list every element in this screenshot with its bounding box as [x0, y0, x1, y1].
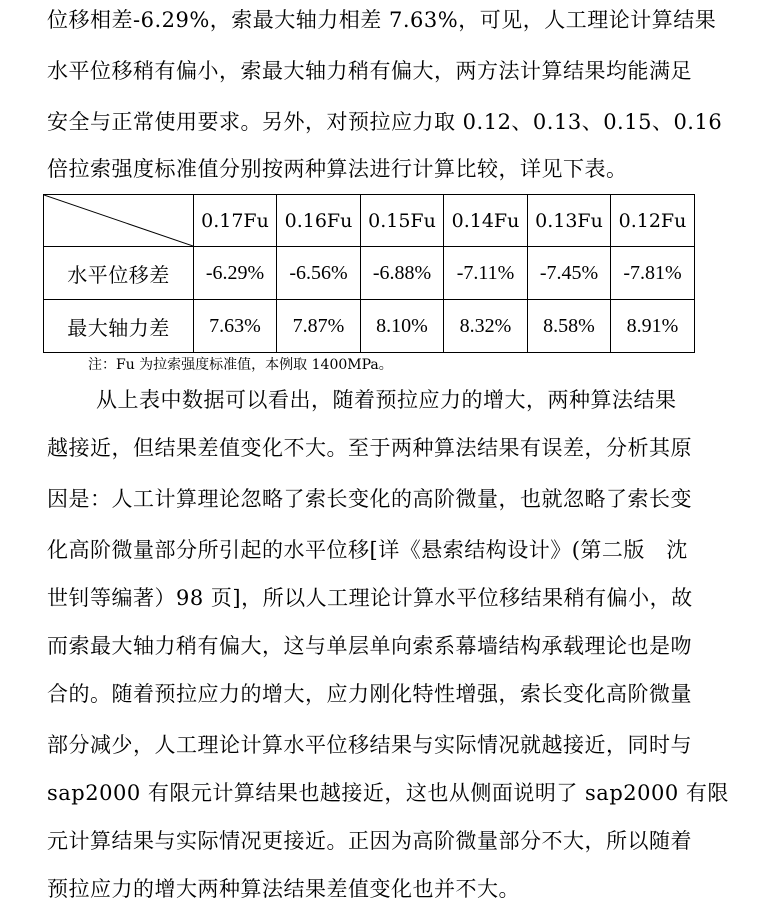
table-row [44, 300, 695, 353]
comparison-table [43, 194, 695, 353]
column-header: 0.15Fu [361, 195, 444, 247]
table-cell: 7.87% [277, 300, 361, 353]
text-line: 化高阶微量部分所引起的水平位移[详《悬索结构设计》(第二版 沈 [47, 538, 688, 562]
table-cell: -7.81% [611, 247, 695, 300]
text-line: 安全与正常使用要求。另外，对预拉应力取 0.12、0.13、0.15、0.16 [47, 110, 723, 134]
diagonal-line [44, 195, 193, 246]
table-cell: 8.10% [361, 300, 444, 353]
table-header-row [44, 195, 695, 247]
text-line: 因是：人工计算理论忽略了索长变化的高阶微量，也就忽略了索长变 [47, 487, 692, 511]
text-line: 水平位移稍有偏小，索最大轴力稍有偏大，两方法计算结果均能满足 [47, 59, 692, 83]
text-line: 而索最大轴力稍有偏大，这与单层单向索系幕墙结构承载理论也是吻 [47, 634, 692, 658]
table-cell: -7.45% [528, 247, 611, 300]
text-line: 合的。随着预拉应力的增大，应力刚化特性增强，索长变化高阶微量 [47, 682, 692, 706]
text-line: 倍拉索强度标准值分别按两种算法进行计算比较，详见下表。 [47, 157, 628, 181]
text-line: 部分减少，人工理论计算水平位移结果与实际情况就越接近，同时与 [47, 733, 692, 757]
text-line: 越接近，但结果差值变化不大。至于两种算法结果有误差，分析其原 [47, 436, 692, 460]
text-line: 世钊等编著）98 页]，所以人工理论计算水平位移结果稍有偏小，故 [47, 586, 693, 610]
text-line: sap2000 有限元计算结果也越接近，这也从侧面说明了 sap2000 有限 [47, 781, 729, 805]
column-header: 0.12Fu [611, 195, 695, 247]
table-note: 注：Fu 为拉索强度标准值，本例取 1400MPa。 [88, 357, 393, 373]
text-line: 预拉应力的增大两种算法结果差值变化也并不大。 [47, 877, 520, 901]
row-label-max-axial-force: 最大轴力差 [44, 300, 194, 353]
table-row [44, 247, 695, 300]
table-corner-cell [44, 195, 194, 247]
text-line: 从上表中数据可以看出，随着预拉应力的增大，两种算法结果 [96, 388, 677, 412]
row-label-horizontal-displacement: 水平位移差 [44, 247, 194, 300]
table-cell: 8.58% [528, 300, 611, 353]
text-line: 位移相差-6.29%，索最大轴力相差 7.63%，可见，人工理论计算结果 [47, 8, 717, 32]
table-cell: -6.56% [277, 247, 361, 300]
column-header: 0.14Fu [444, 195, 528, 247]
column-header: 0.17Fu [194, 195, 277, 247]
table-cell: -6.29% [194, 247, 277, 300]
table-cell: 8.91% [611, 300, 695, 353]
table-cell: -7.11% [444, 247, 528, 300]
text-line: 元计算结果与实际情况更接近。正因为高阶微量部分不大，所以随着 [47, 829, 692, 853]
column-header: 0.16Fu [277, 195, 361, 247]
column-header: 0.13Fu [528, 195, 611, 247]
table-cell: 7.63% [194, 300, 277, 353]
table-cell: 8.32% [444, 300, 528, 353]
table-cell: -6.88% [361, 247, 444, 300]
